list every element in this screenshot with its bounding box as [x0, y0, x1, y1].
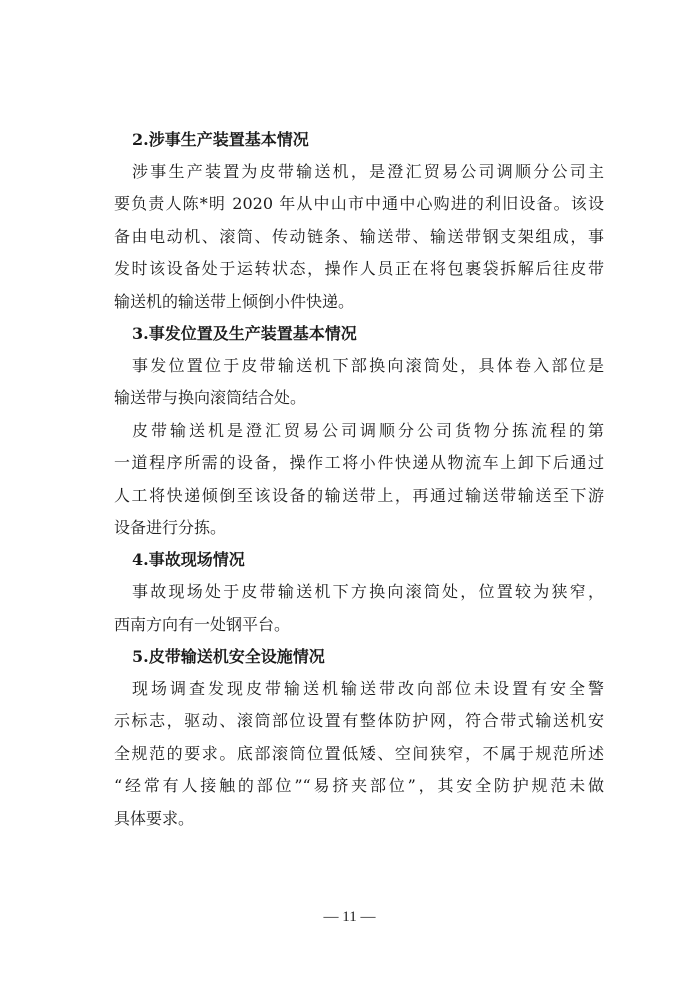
paragraph [114, 156, 604, 318]
paragraph-line: 全规范的要求。底部滚筒位置低矮、空间狭窄，不属于规范所述 [114, 743, 604, 763]
paragraph-line: 输送机的输送带上倾倒小件快递。 [114, 291, 355, 311]
paragraph-line: 示标志，驱动、滚筒部位设置有整体防护网，符合带式输送机安 [114, 711, 604, 731]
paragraph-line: “经常有人接触的部位”“易挤夹部位”，其安全防护规范未做 [114, 776, 604, 796]
paragraph-line: 具体要求。 [114, 808, 195, 828]
paragraph-line: 事故现场处于皮带输送机下方换向滚筒处，位置较为狭窄， [132, 582, 604, 602]
paragraph-line: 皮带输送机是澄汇贸易公司调顺分公司货物分拣流程的第 [132, 420, 604, 440]
paragraph-line: 事发位置位于皮带输送机下部换向滚筒处，具体卷入部位是 [132, 355, 604, 375]
paragraph [114, 673, 604, 835]
paragraph [114, 350, 604, 415]
paragraph-line: 输送带与换向滚筒结合处。 [114, 388, 307, 408]
paragraph-line: 设备进行分拣。 [114, 517, 227, 537]
page-number: — 11 — [323, 909, 376, 925]
paragraph-line: 发时该设备处于运转状态，操作人员正在将包裹袋拆解后往皮带 [114, 259, 604, 279]
paragraph-line: 要负责人陈*明 2020 年从中山市中通中心购进的利旧设备。该设 [114, 194, 604, 214]
paragraph [114, 576, 604, 641]
paragraph [114, 415, 604, 545]
section-heading: 5.皮带输送机安全设施情况 [132, 647, 325, 667]
section-heading: 3.事发位置及生产装置基本情况 [132, 323, 357, 343]
document-body [114, 124, 604, 835]
section-heading: 2.涉事生产装置基本情况 [132, 130, 309, 149]
paragraph-line: 一道程序所需的设备，操作工将小件快递从物流车上卸下后通过 [114, 453, 604, 473]
paragraph-line: 备由电动机、滚筒、传动链条、输送带、输送带钢支架组成，事 [114, 226, 604, 246]
paragraph-line: 现场调查发现皮带输送机输送带改向部位未设置有安全警 [132, 679, 604, 699]
paragraph-line: 西南方向有一处钢平台。 [114, 614, 291, 634]
paragraph-line: 人工将快递倾倒至该设备的输送带上，再通过输送带输送至下游 [114, 485, 604, 505]
section-heading: 4.事故现场情况 [132, 550, 245, 570]
paragraph-line: 涉事生产装置为皮带输送机，是澄汇贸易公司调顺分公司主 [132, 162, 604, 181]
